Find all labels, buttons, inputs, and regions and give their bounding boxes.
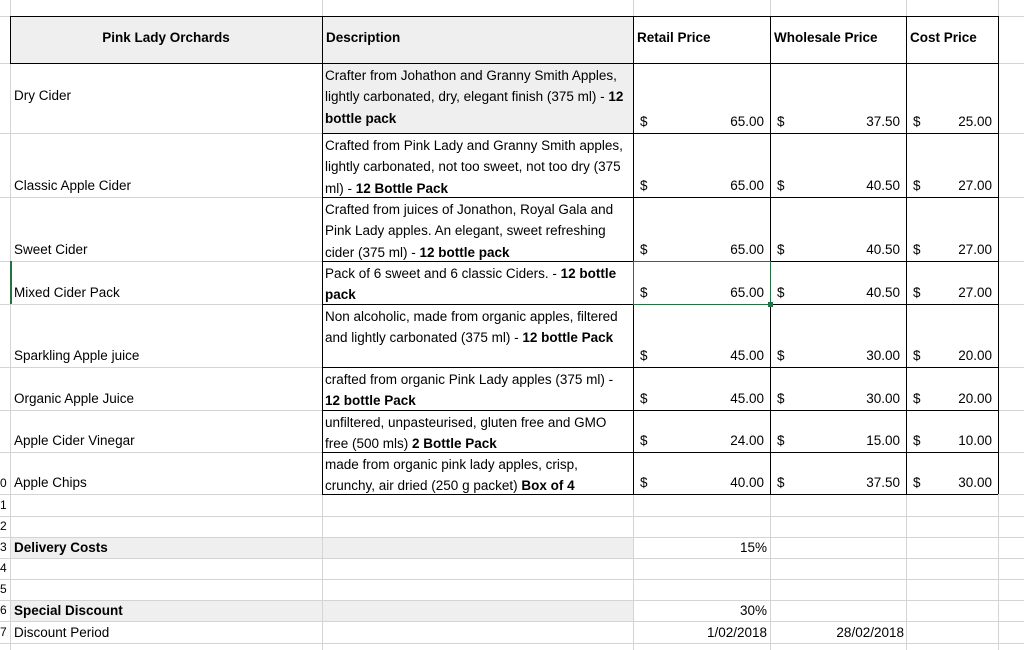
product-name: Sweet Cider — [14, 242, 88, 257]
product-name: Apple Cider Vinegar — [14, 433, 135, 448]
header-company: Pink Lady Orchards — [102, 30, 230, 45]
row-highlight — [10, 261, 12, 304]
discount-period-start: 1/02/2018 — [706, 625, 767, 640]
currency-symbol: $ — [777, 433, 785, 448]
retail-price: 45.00 — [730, 391, 764, 406]
cost-price: 27.00 — [958, 242, 992, 257]
currency-symbol: $ — [777, 285, 785, 300]
currency-symbol: $ — [640, 475, 648, 490]
gridline — [0, 643, 1024, 644]
currency-symbol: $ — [640, 348, 648, 363]
product-description — [325, 454, 631, 494]
currency-symbol: $ — [777, 475, 785, 490]
currency-symbol: $ — [777, 348, 785, 363]
wholesale-price: 37.50 — [866, 475, 900, 490]
retail-price: 65.00 — [730, 242, 764, 257]
description-text: unfiltered, unpasteurised, gluten free and GMO free (500 mls) — [325, 415, 607, 452]
product-description — [325, 263, 631, 304]
product-description — [325, 65, 631, 133]
currency-symbol: $ — [640, 433, 648, 448]
currency-symbol: $ — [640, 391, 648, 406]
pack-size: 12 Bottle Pack — [355, 180, 449, 196]
gridline — [0, 516, 1024, 517]
table-border — [322, 16, 323, 494]
currency-symbol: $ — [777, 391, 785, 406]
table-border — [322, 452, 998, 453]
cost-price: 30.00 — [958, 475, 992, 490]
currency-symbol: $ — [640, 242, 648, 257]
cost-price: 27.00 — [958, 285, 992, 300]
product-name: Classic Apple Cider — [14, 178, 132, 193]
table-border — [10, 63, 998, 64]
description-text: Non alcoholic, made from organic apples, filtered and lightly carbonated (375 ml) - — [325, 309, 618, 346]
gridline — [0, 558, 1024, 559]
currency-symbol: $ — [913, 285, 921, 300]
row-number[interactable]: 1 — [0, 498, 7, 512]
wholesale-price: 30.00 — [866, 391, 900, 406]
currency-symbol: $ — [777, 114, 785, 129]
header-wholesale-price: Wholesale Price — [774, 30, 878, 45]
description-text: made from organic pink lady apples, crisp, crunchy, air dried (250 g packet) — [325, 457, 578, 494]
wholesale-price: 40.50 — [866, 285, 900, 300]
product-name: Mixed Cider Pack — [14, 285, 120, 300]
product-description — [325, 199, 631, 261]
wholesale-price: 30.00 — [866, 348, 900, 363]
description-text: Crafter from Johathon and Granny Smith Apples, lightly carbonated, dry, elegant finish (375 ml) - — [325, 68, 617, 105]
currency-symbol: $ — [913, 114, 921, 129]
product-name: Apple Chips — [14, 475, 87, 490]
currency-symbol: $ — [640, 114, 648, 129]
description-text: Crafted from juices of Jonathon, Royal Gala and Pink Lady apples. An elegant, sweet refreshing cider (375 ml) - — [325, 202, 614, 260]
row-number[interactable]: 5 — [0, 582, 7, 596]
pack-size: Box of 4 — [521, 478, 575, 494]
row-number[interactable]: 4 — [0, 561, 7, 575]
row-number[interactable]: 0 — [0, 476, 7, 490]
table-border — [998, 16, 999, 494]
wholesale-price: 37.50 — [866, 114, 900, 129]
retail-price: 45.00 — [730, 348, 764, 363]
cost-price: 20.00 — [958, 348, 992, 363]
header-cost-price: Cost Price — [910, 30, 977, 45]
currency-symbol: $ — [777, 178, 785, 193]
currency-symbol: $ — [913, 475, 921, 490]
table-border — [10, 16, 998, 17]
table-border — [322, 494, 998, 495]
currency-symbol: $ — [913, 433, 921, 448]
pack-size: 12 bottle pack — [325, 89, 624, 126]
table-border — [322, 197, 998, 198]
table-border — [322, 410, 998, 411]
gridline — [0, 621, 1024, 622]
description-text: Crafted from Pink Lady and Granny Smith apples, lightly carbonated, not too sweet, not too dry (375 ml) - — [325, 138, 623, 196]
delivery-costs-label: Delivery Costs — [14, 540, 108, 555]
gridline — [0, 579, 1024, 580]
table-border — [322, 367, 998, 368]
cost-price: 10.00 — [958, 433, 992, 448]
retail-price: 65.00 — [730, 178, 764, 193]
table-border — [906, 16, 907, 494]
gridline — [0, 537, 1024, 538]
row-number[interactable]: 2 — [0, 519, 7, 533]
gridline — [10, 0, 11, 650]
cost-price: 20.00 — [958, 391, 992, 406]
discount-period-label: Discount Period — [14, 625, 110, 640]
currency-symbol: $ — [913, 242, 921, 257]
table-border — [770, 16, 771, 494]
retail-price: 65.00 — [730, 114, 764, 129]
header-description: Description — [326, 30, 401, 45]
table-border — [633, 16, 634, 494]
gridline — [0, 600, 1024, 601]
currency-symbol: $ — [913, 391, 921, 406]
product-description — [325, 412, 631, 452]
fill-handle[interactable] — [768, 302, 773, 307]
product-description — [325, 306, 631, 367]
discount-period-end: 28/02/2018 — [836, 625, 904, 640]
cost-price: 27.00 — [958, 178, 992, 193]
retail-price: 40.00 — [730, 475, 764, 490]
pack-size: 12 bottle Pack — [522, 330, 614, 346]
currency-symbol: $ — [777, 242, 785, 257]
row-number[interactable]: 7 — [0, 625, 7, 639]
pack-size: 12 bottle pack — [325, 266, 617, 303]
row-number[interactable]: 3 — [0, 540, 7, 554]
wholesale-price: 40.50 — [866, 178, 900, 193]
description-text: Pack of 6 sweet and 6 classic Ciders. - — [325, 266, 561, 281]
row-number[interactable]: 6 — [0, 603, 7, 617]
product-description — [325, 135, 631, 197]
description-text: crafted from organic Pink Lady apples (375 ml) - — [325, 372, 614, 387]
currency-symbol: $ — [640, 285, 648, 300]
special-discount-label: Special Discount — [14, 603, 123, 618]
product-description — [325, 369, 631, 410]
currency-symbol: $ — [640, 178, 648, 193]
product-name: Sparkling Apple juice — [14, 348, 140, 363]
currency-symbol: $ — [913, 348, 921, 363]
cost-price: 25.00 — [958, 114, 992, 129]
currency-symbol: $ — [913, 178, 921, 193]
retail-price: 24.00 — [730, 433, 764, 448]
pack-size: 12 bottle Pack — [325, 393, 416, 409]
selected-cell[interactable] — [633, 261, 771, 305]
wholesale-price: 40.50 — [866, 242, 900, 257]
product-name: Organic Apple Juice — [14, 391, 135, 406]
retail-price: 65.00 — [730, 285, 764, 300]
table-border — [322, 133, 998, 134]
product-name: Dry Cider — [14, 88, 72, 103]
wholesale-price: 15.00 — [866, 433, 900, 448]
delivery-costs-value: 15% — [739, 540, 767, 555]
special-discount-value: 30% — [739, 603, 767, 618]
pack-size: 2 Bottle Pack — [412, 436, 497, 452]
pack-size: 12 bottle pack — [419, 244, 510, 260]
header-retail-price: Retail Price — [637, 30, 711, 45]
